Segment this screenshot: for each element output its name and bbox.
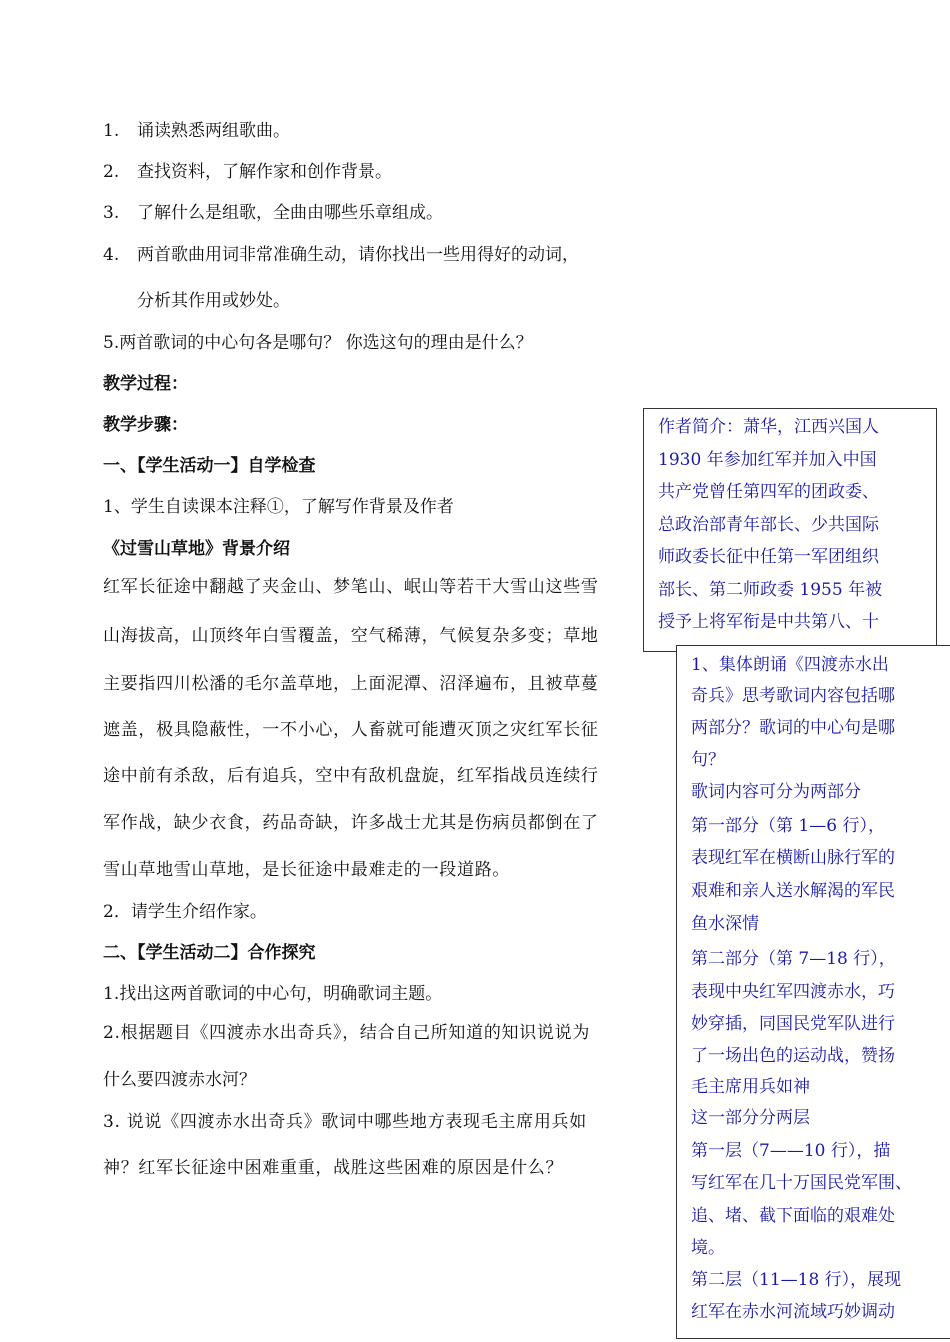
- author-intro-line: 部长、第二师政委 1955 年被: [658, 579, 883, 600]
- author-intro-line: 授予上将军衔是中共第八、十: [658, 612, 879, 632]
- analysis-line: 第二部分（第 7—18 行），: [691, 949, 896, 969]
- activity2-item2-continuation: 什么要四渡赤水河？: [103, 1070, 256, 1090]
- analysis-line: 1、集体朗诵《四渡赤水出: [691, 655, 889, 675]
- analysis-line: 表现中央红军四渡赤水，巧: [691, 982, 895, 1002]
- analysis-line: 艰难和亲人送水解渴的军民: [691, 881, 895, 901]
- activity2-item2: 2.根据题目《四渡赤水出奇兵》，结合自己所知道的知识说说为: [103, 1023, 591, 1043]
- analysis-line: 句？: [691, 750, 725, 770]
- author-intro-line: 1930 年参加红军并加入中国: [658, 449, 877, 470]
- analysis-line: 两部分？歌词的中心句是哪: [691, 718, 895, 738]
- analysis-line: 第一部分（第 1—6 行），: [691, 816, 885, 836]
- background-title: 《过雪山草地》背景介绍: [103, 539, 290, 559]
- author-intro-line: 共产党曾任第四军的团政委、: [658, 482, 879, 502]
- list-number: 4.: [103, 245, 120, 265]
- list-text: 了解什么是组歌，全曲由哪些乐章组成。: [137, 203, 443, 223]
- analysis-line: 奇兵》思考歌词内容包括哪: [691, 686, 895, 706]
- author-intro-line: 作者简介：萧华，江西兴国人: [658, 417, 879, 437]
- analysis-line: 了一场出色的运动战，赞扬: [691, 1046, 895, 1066]
- list-text: 查找资料，了解作家和创作背景。: [137, 162, 392, 182]
- background-line: 红军长征途中翻越了夹金山、梦笔山、岷山等若干大雪山这些雪: [103, 577, 599, 597]
- list-text: 两首歌曲用词非常准确生动，请你找出一些用得好的动词，: [137, 245, 579, 265]
- analysis-line: 歌词内容可分为两部分: [691, 782, 861, 802]
- background-line: 主要指四川松潘的毛尔盖草地，上面泥潭、沼泽遍布，且被草蔓: [103, 674, 599, 694]
- prep-item-5: 5.两首歌词的中心句各是哪句？ 你选这句的理由是什么？: [103, 333, 533, 353]
- activity2-item1: 1.找出这两首歌词的中心句，明确歌词主题。: [103, 984, 443, 1004]
- activity2-heading: 二、【学生活动二】合作探究: [103, 943, 316, 963]
- teaching-steps-heading: 教学步骤：: [103, 415, 188, 435]
- author-intro-box: [643, 408, 937, 652]
- analysis-line: 境。: [691, 1238, 725, 1258]
- prep-item-3: [103, 201, 443, 225]
- analysis-line: 写红军在几十万国民党军围、: [691, 1173, 912, 1193]
- list-text: 诵读熟悉两组歌曲。: [137, 121, 290, 141]
- lyrics-analysis-box: [676, 645, 950, 1339]
- activity1-heading: 一、【学生活动一】自学检查: [103, 456, 316, 476]
- analysis-line: 表现红军在横断山脉行军的: [691, 848, 895, 868]
- analysis-line: 这一部分分两层: [691, 1108, 810, 1128]
- teaching-process-heading: 教学过程：: [103, 374, 188, 394]
- prep-item-4-continuation: 分析其作用或妙处。: [137, 291, 290, 311]
- background-line: 遮盖，极具隐蔽性，一不小心，人畜就可能遭灭顶之灾红军长征: [103, 720, 599, 740]
- activity2-item3-continuation: 神？红军长征途中困难重重，战胜这些困难的原因是什么？: [103, 1158, 564, 1178]
- prep-item-2: [103, 160, 392, 184]
- activity1-item1: 1、学生自读课本注释①，了解写作背景及作者: [103, 497, 454, 517]
- background-line: 雪山草地雪山草地，是长征途中最难走的一段道路。: [103, 860, 511, 880]
- background-line: 山海拔高，山顶终年白雪覆盖，空气稀薄，气候复杂多变；草地: [103, 626, 599, 646]
- list-number: 1.: [103, 121, 120, 141]
- background-line: 军作战，缺少衣食，药品奇缺，许多战士尤其是伤病员都倒在了: [103, 813, 599, 833]
- list-number: 3.: [103, 203, 120, 223]
- analysis-line: 鱼水深情: [691, 914, 759, 934]
- analysis-line: 红军在赤水河流域巧妙调动: [691, 1302, 895, 1322]
- prep-item-1: [103, 119, 290, 143]
- list-number: 2.: [103, 162, 120, 182]
- activity1-item2: 2．请学生介绍作家。: [103, 902, 267, 922]
- background-line: 途中前有杀敌，后有追兵，空中有敌机盘旋，红军指战员连续行: [103, 766, 599, 786]
- analysis-line: 第一层（7——10 行），描: [691, 1141, 891, 1161]
- analysis-line: 追、堵、截下面临的艰难处: [691, 1206, 895, 1226]
- analysis-line: 第二层（11—18 行），展现: [691, 1270, 902, 1290]
- analysis-line: 妙穿插，同国民党军队进行: [691, 1014, 895, 1034]
- author-intro-line: 总政治部青年部长、少共国际: [658, 514, 879, 535]
- author-intro-line: 师政委长征中任第一军团组织: [658, 547, 879, 567]
- prep-item-4: [103, 243, 579, 267]
- activity2-item3: 3. 说说《四渡赤水出奇兵》歌词中哪些地方表现毛主席用兵如: [103, 1112, 587, 1132]
- analysis-line: 毛主席用兵如神: [691, 1077, 810, 1097]
